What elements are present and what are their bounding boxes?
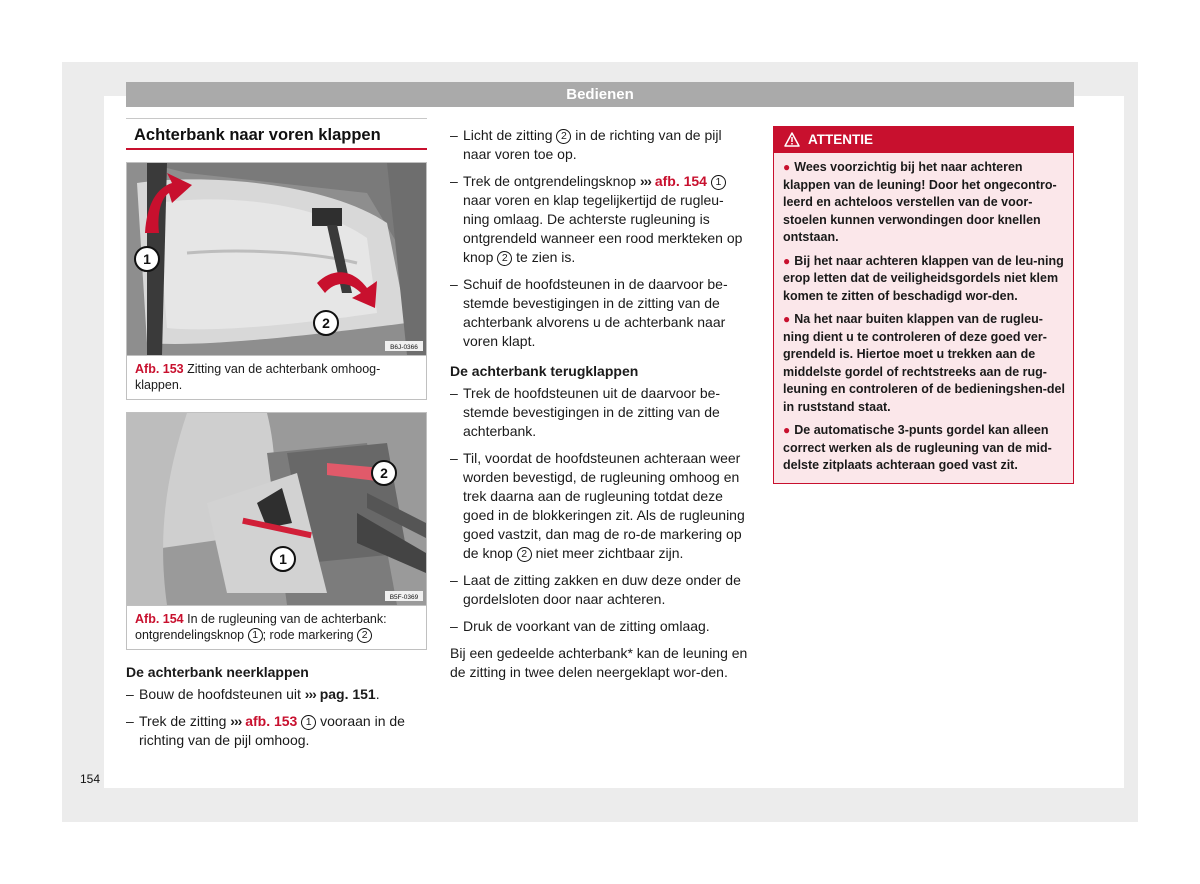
caption-text-pre: In de rugleuning van de achterbank: ontgrendelingsknop xyxy=(135,612,387,642)
seat-cushion-illustration xyxy=(127,163,426,355)
warning-title: ATTENTIE xyxy=(808,132,873,147)
figure-caption xyxy=(127,605,426,649)
warning-item: ● Na het naar buiten klappen van de rugleu-ning dient u te controleren of deze goed ver-grendeld is. Hiertoe moet u trekken aan de middelste gordel of rechtstreeks aan de rug-leuning en controleren of de bedieningshen-del in ruststand staat. xyxy=(783,312,1065,414)
figure-number: Afb. 154 xyxy=(135,612,184,626)
callout-ref-1: 1 xyxy=(248,628,263,643)
list-item: – Trek de hoofdsteunen uit de daarvoor be-stemde bevestigingen in de zitting van de achterbank. xyxy=(450,384,750,441)
warning-triangle-icon xyxy=(784,130,800,156)
figure-link[interactable]: afb. 153 xyxy=(245,713,298,729)
caption-text-mid: ; rode markering xyxy=(262,628,354,642)
figure-caption xyxy=(127,355,426,399)
chapter-header: Bedienen xyxy=(126,82,1074,107)
section-title: Achterbank naar voren klappen xyxy=(126,118,427,150)
figure-154 xyxy=(126,412,427,650)
list-item: – Licht de zitting 2 in de richting van de pijl naar voren toe op. xyxy=(450,126,750,164)
warning-header xyxy=(774,127,1073,153)
callout-2-label: 2 xyxy=(380,465,388,481)
callout-1-label: 1 xyxy=(143,251,151,267)
list-item: – Trek de zitting ››› afb. 153 1 vooraan in de richting van de pijl omhoog. xyxy=(126,712,427,750)
warning-item: ● Bij het naar achteren klappen van de leu-ning erop letten dat de veiligheidsgordels niet klem komen te zitten of beschadigd wor-den. xyxy=(783,253,1064,303)
column-middle xyxy=(450,126,750,682)
backrest-photo xyxy=(127,413,426,605)
seat-photo xyxy=(127,163,426,355)
instruction-list xyxy=(450,126,750,351)
fold-back-list xyxy=(450,384,750,636)
callout-1-label: 1 xyxy=(279,551,287,567)
page-number: 154 xyxy=(80,772,101,786)
callout-ref-2: 2 xyxy=(357,628,372,643)
page-link[interactable]: pag. 151 xyxy=(319,686,376,702)
fold-down-heading: De achterbank neerklappen xyxy=(126,664,309,680)
column-left xyxy=(126,118,427,758)
split-bench-note: Bij een gedeelde achterbank* kan de leuning en de zitting in twee delen neergeklapt wor-den. xyxy=(450,645,748,680)
image-code: B6J-0366 xyxy=(390,344,418,351)
image-code: B5F-0369 xyxy=(389,594,419,601)
caption-text: Zitting van de achterbank omhoog-klappen. xyxy=(135,362,381,392)
list-item: – Schuif de hoofdsteunen in de daarvoor be-stemde bevestigingen in de zitting van de achterbank alvorens u de achterbank naar voren klapt. xyxy=(450,275,750,351)
warning-box xyxy=(773,126,1074,484)
warning-item: ● De automatische 3-punts gordel kan alleen correct werken als de rugleuning van de mid-delste zitplaats achteraan goed vast zit. xyxy=(783,423,1052,472)
callout-2-label: 2 xyxy=(322,315,330,331)
figure-153 xyxy=(126,162,427,400)
figure-link[interactable]: afb. 154 xyxy=(654,173,707,189)
fold-down-list xyxy=(126,685,427,750)
list-item: – Druk de voorkant van de zitting omlaag. xyxy=(450,617,750,636)
list-item: – Bouw de hoofdsteunen uit ››› pag. 151. xyxy=(126,685,427,704)
list-item: – Laat de zitting zakken en duw deze onder de gordelsloten door naar achteren. xyxy=(450,571,750,609)
fold-back-heading: De achterbank terugklappen xyxy=(450,363,639,379)
figure-number: Afb. 153 xyxy=(135,362,184,376)
list-item: – Trek de ontgrendelingsknop ››› afb. 154 1 naar voren en klap tegelijkertijd de rugleu-ning omlaag. De achterste rugleuning is ontgrendeld wanneer een rood merkteken op knop 2 te zien is. xyxy=(450,172,750,267)
column-right xyxy=(773,118,1074,484)
warning-item: ● Wees voorzichtig bij het naar achteren klappen van de leuning! Door het ongecontro-leerd en achteloos verstellen van de voor-stoelen kunnen verwondingen door knellen ontstaan. xyxy=(783,160,1057,244)
backrest-illustration xyxy=(127,413,426,605)
warning-body xyxy=(774,153,1073,483)
list-item: – Til, voordat de hoofdsteunen achteraan weer worden bevestigd, de rugleuning omhoog en trek daarna aan de rugleuning totdat deze goed in de blokkeringen zit. Als de rugleuning goed vastzit, dan mag de ro-de markering op de knop 2 niet meer zichtbaar zijn. xyxy=(450,449,750,563)
